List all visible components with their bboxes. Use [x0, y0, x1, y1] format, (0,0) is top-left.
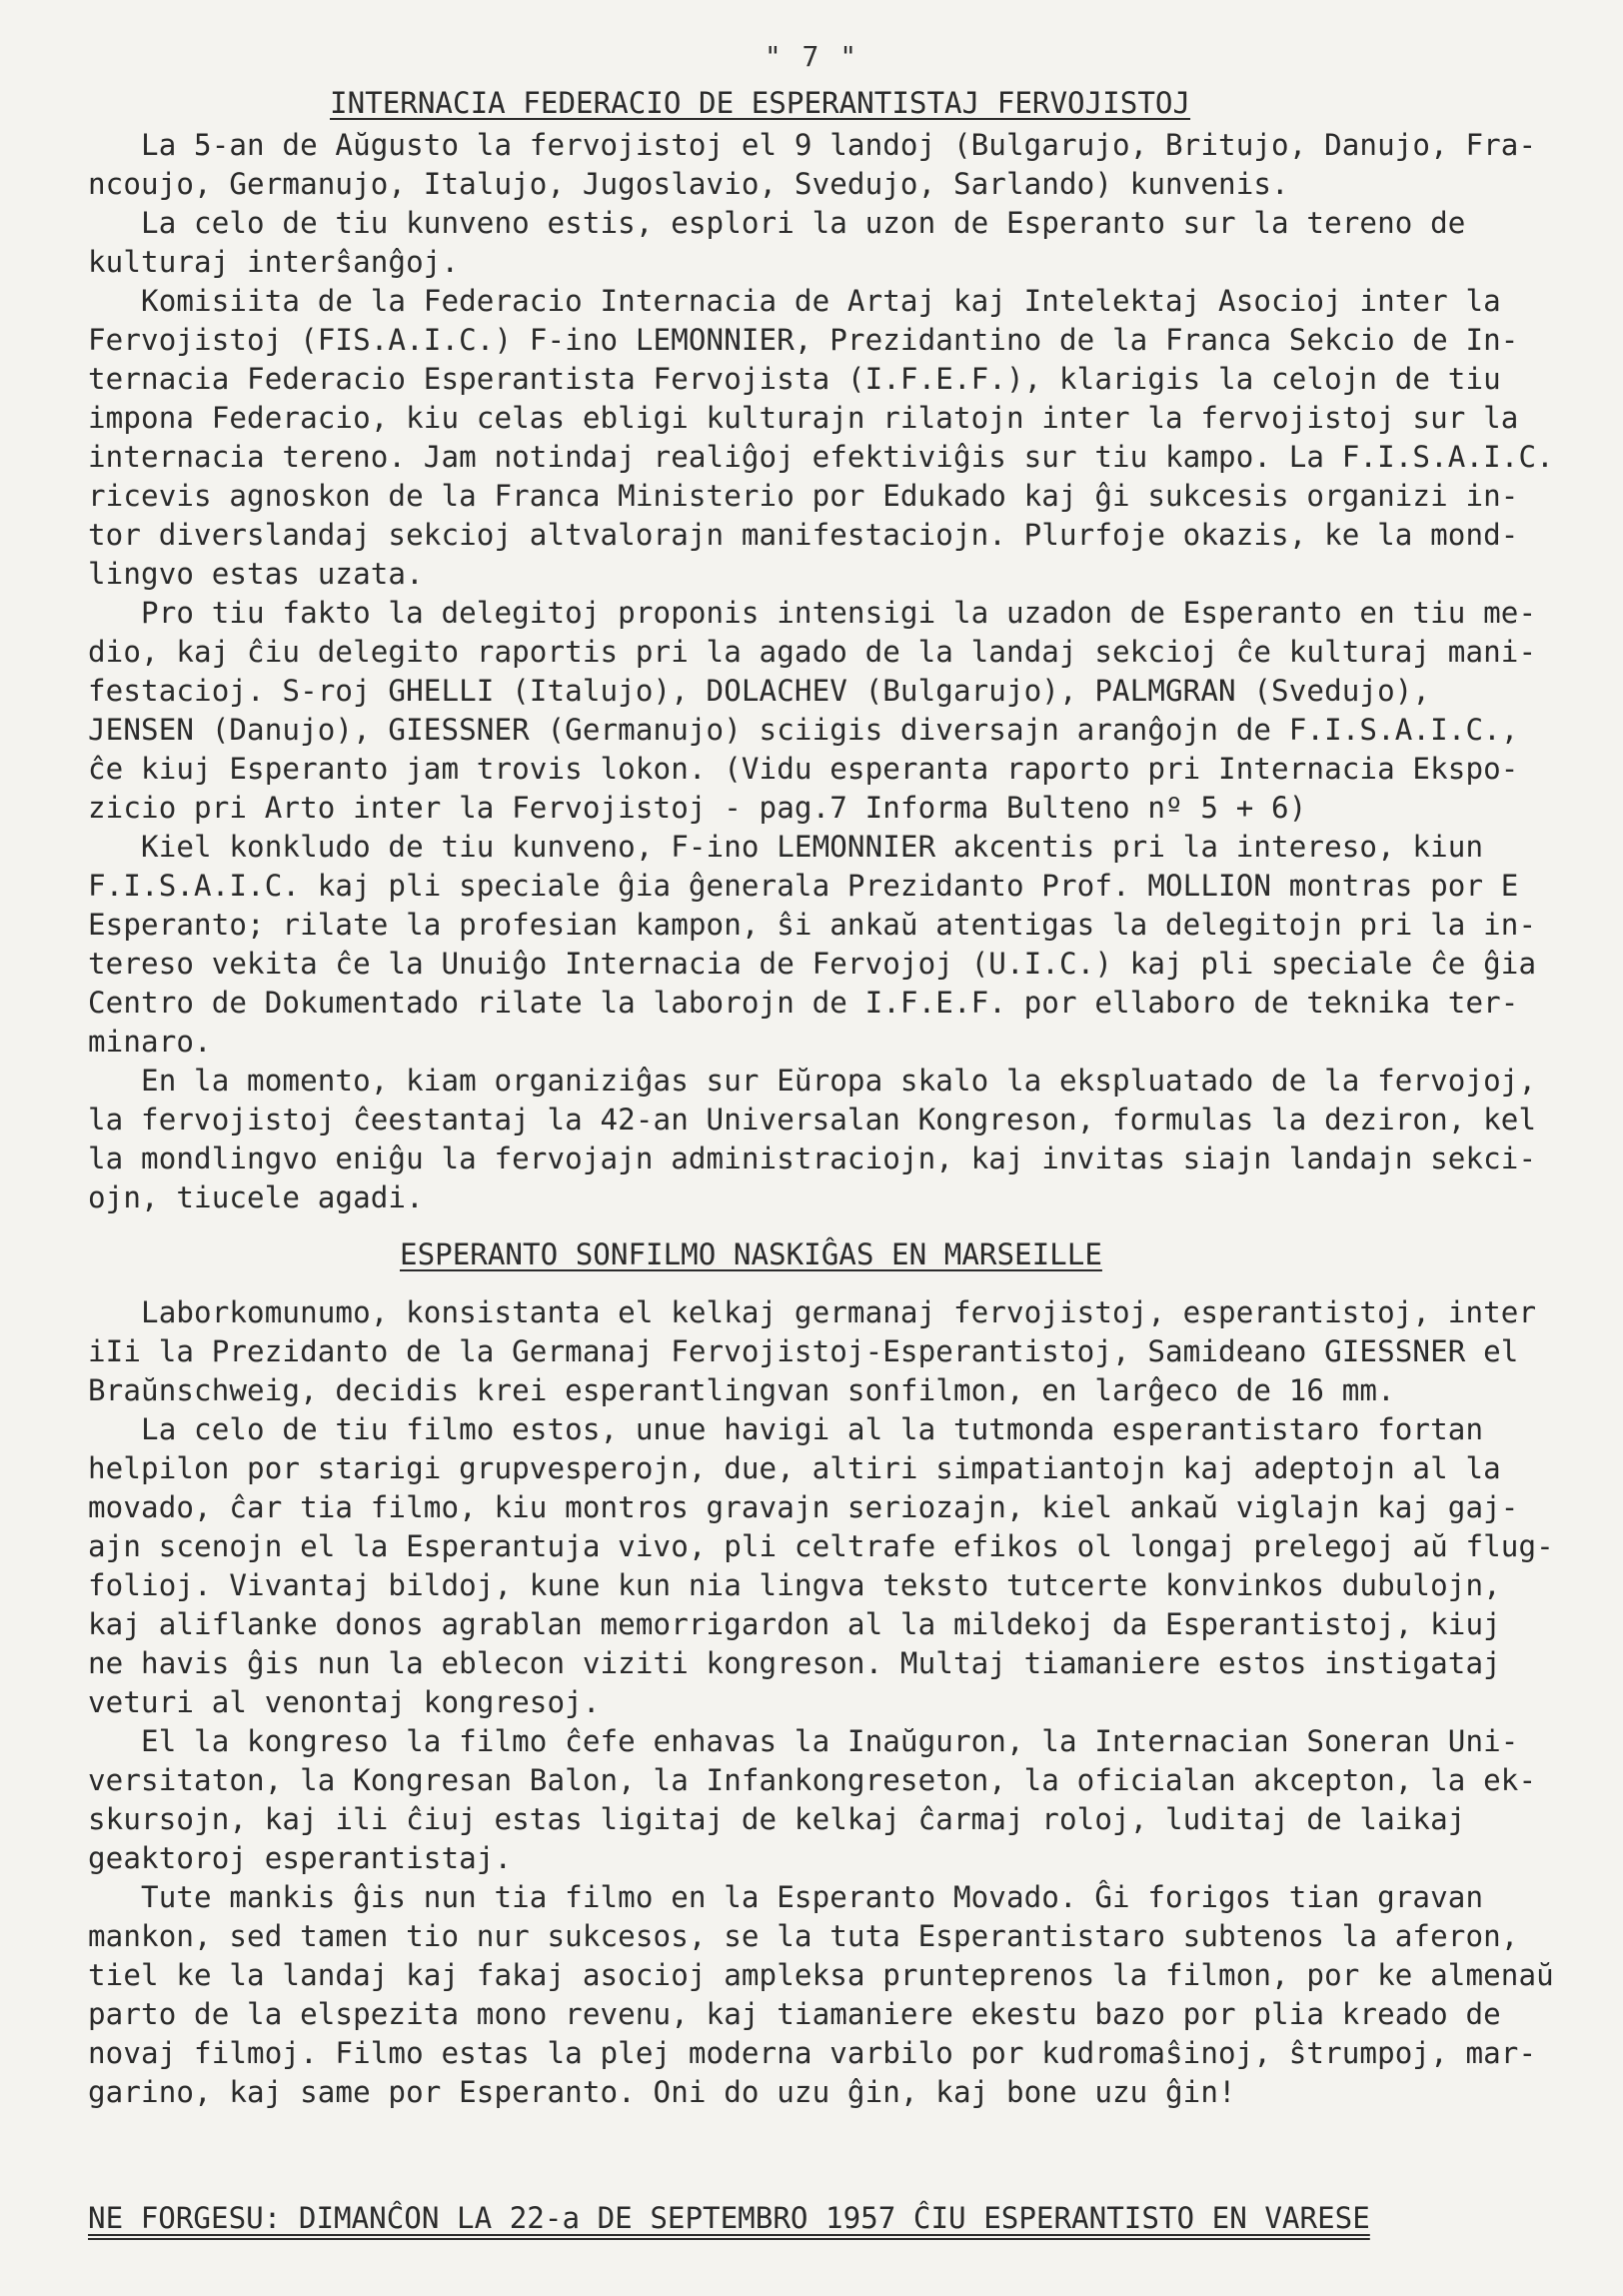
article-2-body: [88, 1293, 1554, 2112]
page-number: " 7 ": [764, 40, 859, 73]
text-line: ajn scenojn el la Esperantuja vivo, pli celtrafe efikos ol longaj prelegoj aŭ flug-: [88, 1529, 1554, 1563]
footer-notice: NE FORGESU: DIMANĈON LA 22-a DE SEPTEMBRO 1957 ĈIU ESPERANTISTO EN VARESE: [88, 2201, 1370, 2235]
text-line: ojn, tiucele agadi.: [88, 1180, 424, 1214]
article-1-body: [88, 126, 1554, 1217]
text-line: Pro tiu fakto la delegitoj proponis intensigi la uzadon de Esperanto en tiu me-: [88, 596, 1537, 630]
text-line: veturi al venontaj kongresoj.: [88, 1685, 601, 1719]
text-line: kaj aliflanke donos agrablan memorrigardon al la mildekoj da Esperantistoj, kiuj: [88, 1607, 1501, 1641]
text-line: dio, kaj ĉiu delegito raportis pri la agado de la landaj sekcioj ĉe kulturaj mani-: [88, 635, 1537, 669]
text-line: garino, kaj same por Esperanto. Oni do uzu ĝin, kaj bone uzu ĝin!: [88, 2075, 1236, 2109]
text-line: novaj filmoj. Filmo estas la plej moderna varbilo por kudromaŝinoj, ŝtrumpoj, mar-: [88, 2036, 1537, 2070]
text-line: tor diverslandaj sekcioj altvalorajn manifestaciojn. Plurfoje okazis, ke la mond-: [88, 518, 1519, 552]
text-line: Laborkomunumo, konsistanta el kelkaj germanaj fervojistoj, esperantistoj, inter: [88, 1295, 1537, 1329]
text-line: Fervojistoj (FIS.A.I.C.) F-ino LEMONNIER, Prezidantino de la Franca Sekcio de In-: [88, 323, 1519, 357]
text-line: Komisiita de la Federacio Internacia de Artaj kaj Intelektaj Asocioj inter la: [88, 284, 1501, 318]
text-line: festacioj. S-roj GHELLI (Italujo), DOLACHEV (Bulgarujo), PALMGRAN (Svedujo),: [88, 674, 1431, 708]
text-line: Centro de Dokumentado rilate la laborojn de I.F.E.F. por ellaboro de teknika ter-: [88, 986, 1519, 1020]
text-line: JENSEN (Danujo), GIESSNER (Germanujo) sciigis diversajn aranĝojn de F.I.S.A.I.C.,: [88, 713, 1519, 747]
text-line: iIi la Prezidanto de la Germanaj Fervojistoj-Esperantistoj, Samideano GIESSNER el: [88, 1334, 1519, 1368]
text-line: Kiel konkludo de tiu kunveno, F-ino LEMONNIER akcentis pri la intereso, kiun: [88, 830, 1484, 864]
text-line: ternacia Federacio Esperantista Fervojista (I.F.E.F.), klarigis la celojn de tiu: [88, 362, 1501, 396]
text-line: skursojn, kaj ili ĉiuj estas ligitaj de kelkaj ĉarmaj roloj, luditaj de laikaj: [88, 1802, 1466, 1836]
text-line: versitaton, la Kongresan Balon, la Infankongreseton, la oficialan akcepton, la ek-: [88, 1763, 1537, 1797]
article-2-title: ESPERANTO SONFILMO NASKIĜAS EN MARSEILLE: [400, 1237, 1102, 1271]
text-line: la fervojistoj ĉeestantaj la 42-an Universalan Kongreson, formulas la deziron, kel: [88, 1103, 1537, 1137]
text-line: movado, ĉar tia filmo, kiu montros gravajn seriozajn, kiel ankaŭ viglajn kaj gaj-: [88, 1490, 1519, 1524]
text-line: F.I.S.A.I.C. kaj pli speciale ĝia ĝenerala Prezidanto Prof. MOLLION montras por E: [88, 869, 1519, 903]
text-line: Tute mankis ĝis nun tia filmo en la Esperanto Movado. Ĝi forigos tian gravan: [88, 1880, 1484, 1914]
text-line: helpilon por starigi grupvesperojn, due, altiri simpatiantojn kaj adeptojn al la: [88, 1451, 1501, 1485]
text-line: zicio pri Arto inter la Fervojistoj - pag.7 Informa Bulteno nº 5 + 6): [88, 791, 1307, 825]
article-1-title: INTERNACIA FEDERACIO DE ESPERANTISTAJ FERVOJISTOJ: [330, 86, 1191, 120]
text-line: ricevis agnoskon de la Franca Ministerio por Edukado kaj ĝi sukcesis organizi in-: [88, 479, 1519, 513]
text-line: minaro.: [88, 1025, 212, 1059]
text-line: ne havis ĝis nun la eblecon viziti kongreson. Multaj tiamaniere estos instigataj: [88, 1646, 1501, 1680]
text-line: Braŭnschweig, decidis krei esperantlingvan sonfilmon, en larĝeco de 16 mm.: [88, 1373, 1395, 1407]
text-line: tiel ke la landaj kaj fakaj asocioj ampleksa prunteprenos la filmon, por ke almenaŭ: [88, 1958, 1554, 1992]
text-line: ĉe kiuj Esperanto jam trovis lokon. (Vidu esperanta raporto pri Internacia Ekspo-: [88, 752, 1519, 786]
text-line: impona Federacio, kiu celas ebligi kulturajn rilatojn inter la fervojistoj sur la: [88, 401, 1519, 435]
text-line: La celo de tiu filmo estos, unue havigi al la tutmonda esperantistaro fortan: [88, 1412, 1484, 1446]
text-line: ncoujo, Germanujo, Italujo, Jugoslavio, Svedujo, Sarlando) kunvenis.: [88, 167, 1289, 201]
text-line: geaktoroj esperantistaj.: [88, 1841, 513, 1875]
text-line: El la kongreso la filmo ĉefe enhavas la Inaŭguron, la Internacian Soneran Uni-: [88, 1724, 1519, 1758]
text-line: la mondlingvo eniĝu la fervojajn administraciojn, kaj invitas siajn landajn sekci-: [88, 1142, 1537, 1175]
text-line: tereso vekita ĉe la Unuiĝo Internacia de Fervojoj (U.I.C.) kaj pli speciale ĉe ĝia: [88, 947, 1537, 981]
text-line: parto de la elspezita mono revenu, kaj tiamaniere ekestu bazo por plia kreado de: [88, 1997, 1501, 2031]
text-line: Esperanto; rilate la profesian kampon, ŝi ankaŭ atentigas la delegitojn pri la in-: [88, 908, 1537, 942]
text-line: kulturaj interŝanĝoj.: [88, 245, 460, 279]
text-line: lingvo estas uzata.: [88, 557, 424, 591]
text-line: La celo de tiu kunveno estis, esplori la uzon de Esperanto sur la tereno de: [88, 206, 1466, 240]
text-line: internacia tereno. Jam notindaj realiĝoj efektiviĝis sur tiu kampo. La F.I.S.A.I.C.: [88, 440, 1554, 474]
text-line: La 5-an de Aŭgusto la fervojistoj el 9 landoj (Bulgarujo, Britujo, Danujo, Fra-: [88, 128, 1537, 162]
text-line: folioj. Vivantaj bildoj, kune kun nia lingva teksto tutcerte konvinkos dubulojn,: [88, 1568, 1501, 1602]
text-line: En la momento, kiam organiziĝas sur Eŭropa skalo la ekspluatado de la fervojoj,: [88, 1064, 1537, 1098]
text-line: mankon, sed tamen tio nur sukcesos, se la tuta Esperantistaro subtenos la aferon,: [88, 1919, 1519, 1953]
